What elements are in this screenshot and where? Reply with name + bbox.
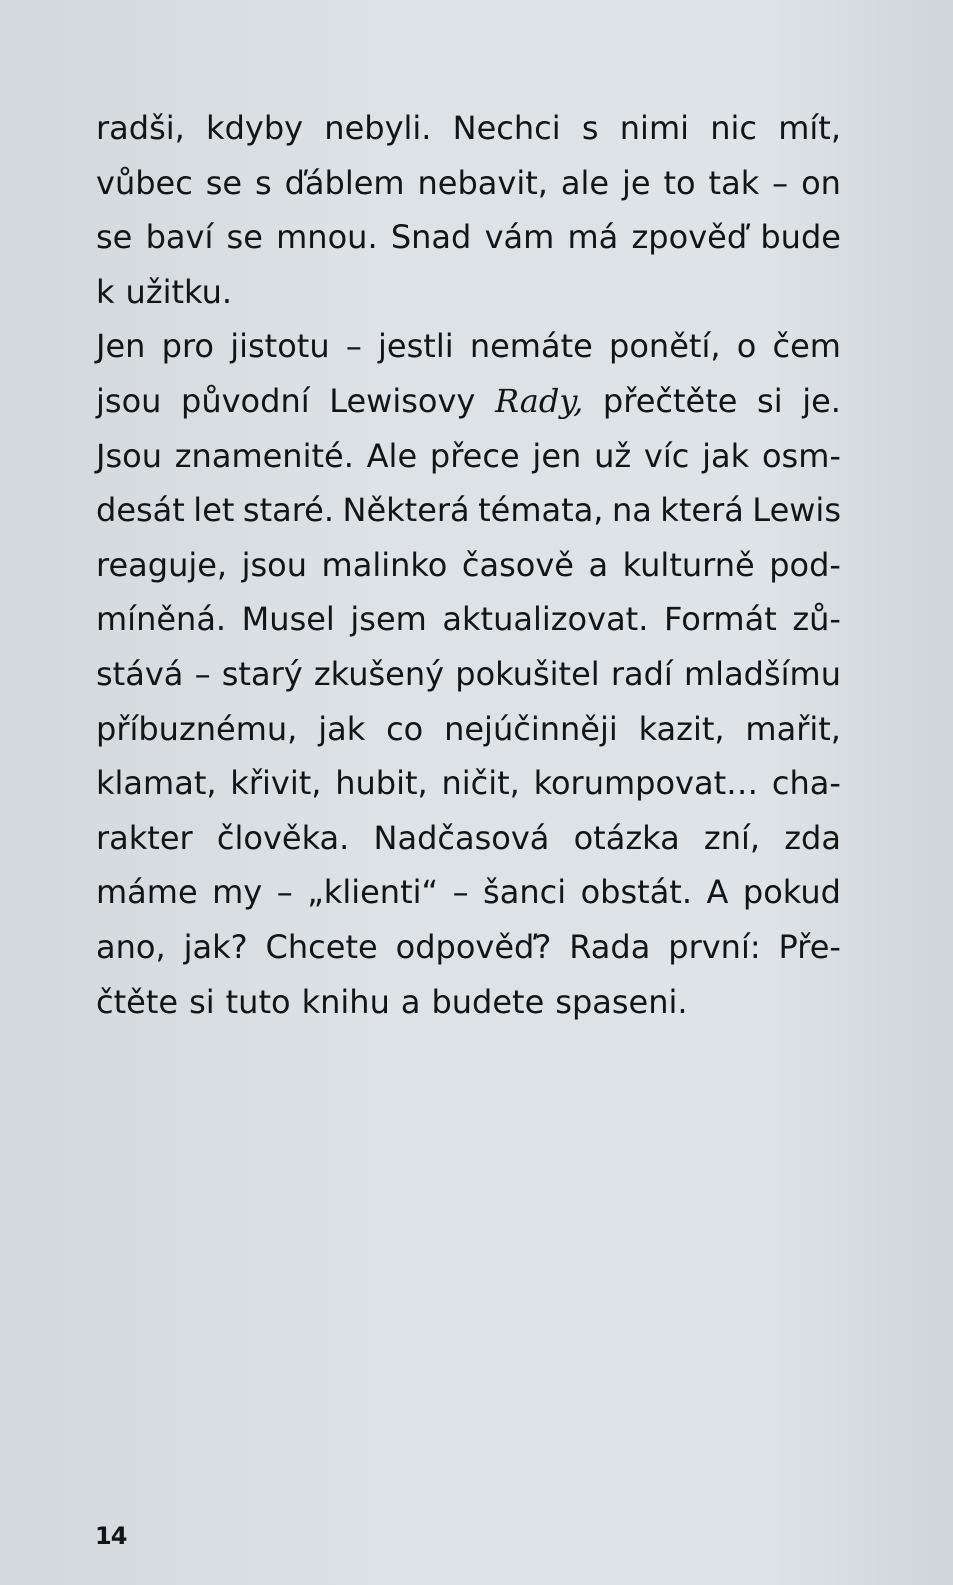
text-line xyxy=(96,647,841,702)
word: on xyxy=(801,163,841,202)
word: už xyxy=(594,436,632,475)
word: spaseni. xyxy=(555,982,688,1021)
word: osm- xyxy=(761,436,841,475)
word: Pře- xyxy=(778,927,841,966)
word: Některá xyxy=(342,491,470,530)
word: – xyxy=(276,873,293,912)
word: jsou xyxy=(241,545,308,584)
word: víc xyxy=(643,436,690,475)
word: se xyxy=(96,218,133,257)
word: mladšímu xyxy=(684,654,841,693)
word: nejúčinněji xyxy=(444,709,618,748)
word: příbuznému, xyxy=(96,709,298,748)
word: na xyxy=(611,491,652,530)
word: kazit, xyxy=(638,709,725,748)
word: původní xyxy=(181,381,310,420)
word: je. xyxy=(802,381,841,420)
text-line xyxy=(96,156,841,211)
word: Lewisovy xyxy=(329,381,476,420)
word: otázka xyxy=(573,818,680,857)
word: stává xyxy=(96,654,184,693)
word: témata, xyxy=(478,491,604,530)
word: zkušený xyxy=(313,654,445,693)
word: nic xyxy=(710,109,757,147)
word: Nechci xyxy=(452,109,561,147)
word: pod- xyxy=(769,545,841,584)
word: člověka. xyxy=(216,818,350,857)
word: Lewis xyxy=(752,491,841,530)
word: nimi xyxy=(619,109,689,147)
word: odpověď? xyxy=(395,927,552,966)
word: čem xyxy=(772,327,841,366)
word: zda xyxy=(784,818,841,857)
word: bude xyxy=(760,218,841,257)
word: mít, xyxy=(778,109,841,147)
word: šanci xyxy=(483,873,567,912)
word: knihu xyxy=(301,982,390,1021)
word: kulturně xyxy=(622,545,755,584)
word: zů- xyxy=(792,600,841,639)
text-line xyxy=(96,210,841,265)
word: přečtěte xyxy=(602,381,738,420)
word: se xyxy=(205,163,243,202)
word: pro xyxy=(161,327,214,366)
word: znamenité. xyxy=(174,436,354,475)
text-line xyxy=(96,265,841,320)
word: klamat, xyxy=(96,764,217,803)
word: let xyxy=(193,491,235,530)
word: mařit, xyxy=(745,709,841,748)
word: Formát xyxy=(663,600,777,639)
page-number: 14 xyxy=(95,1522,127,1550)
word: cha- xyxy=(771,764,841,803)
word: jistotu xyxy=(230,327,330,366)
word: si xyxy=(189,982,215,1021)
word: Musel xyxy=(241,600,335,639)
word: s xyxy=(581,109,599,147)
word: kdyby xyxy=(206,109,304,147)
word: malinko xyxy=(321,545,448,584)
word: co xyxy=(386,709,424,748)
word: křivit, xyxy=(230,764,322,803)
word: ničit, xyxy=(441,764,520,803)
word: nebavit, xyxy=(417,163,548,202)
word: a xyxy=(588,545,609,584)
word: – xyxy=(772,163,789,202)
word: která xyxy=(660,491,744,530)
word: reaguje, xyxy=(96,545,228,584)
text-line xyxy=(96,538,841,593)
word: Jsou xyxy=(96,436,162,475)
word: „klienti“ xyxy=(307,873,439,912)
word: nebyli. xyxy=(324,109,432,147)
word: vůbec xyxy=(96,163,193,202)
word: tuto xyxy=(225,982,291,1021)
text-line xyxy=(96,920,841,975)
word: vám xyxy=(484,218,555,257)
word: hubit, xyxy=(335,764,428,803)
word: my xyxy=(212,873,263,912)
word: jak? xyxy=(183,927,248,966)
word: pokušitel xyxy=(455,654,600,693)
word: má xyxy=(567,218,619,257)
word: Ale xyxy=(366,436,418,475)
word: se xyxy=(226,218,263,257)
word: mnou. xyxy=(276,218,378,257)
word: to xyxy=(663,163,696,202)
word: jestli xyxy=(378,327,454,366)
word: budete xyxy=(431,982,545,1021)
word: – xyxy=(452,873,469,912)
word: baví xyxy=(145,218,214,257)
word: s xyxy=(255,163,272,202)
word: ale xyxy=(560,163,610,202)
word: – xyxy=(345,327,362,366)
word: o xyxy=(736,327,757,366)
word: Rady, xyxy=(494,381,584,420)
word: časově xyxy=(461,545,574,584)
text-line xyxy=(96,702,841,757)
word: nemáte xyxy=(469,327,593,366)
word: radši, xyxy=(96,109,185,147)
word: míněná. xyxy=(96,600,227,639)
text-line xyxy=(96,811,841,866)
body-text xyxy=(96,101,841,1029)
word: A xyxy=(706,873,729,912)
word: zní, xyxy=(703,818,761,857)
word: starý xyxy=(221,654,303,693)
word: máme xyxy=(96,873,198,912)
word: tak xyxy=(708,163,760,202)
word: Nadčasová xyxy=(373,818,550,857)
word: jak xyxy=(702,436,750,475)
word: zpověď xyxy=(631,218,748,257)
word: Chcete xyxy=(265,927,378,966)
text-line xyxy=(96,374,841,429)
word: a xyxy=(400,982,421,1021)
text-line xyxy=(96,483,841,538)
text-line xyxy=(96,101,841,156)
word: jsem xyxy=(350,600,427,639)
word: přece xyxy=(429,436,520,475)
word: desát xyxy=(96,491,185,530)
text-line xyxy=(96,975,841,1030)
word: jak xyxy=(318,709,366,748)
word: pokud xyxy=(742,873,841,912)
word: ďáblem xyxy=(284,163,405,202)
word: k xyxy=(96,272,115,311)
word: rakter xyxy=(96,818,193,857)
word: Jen xyxy=(96,327,146,366)
text-line xyxy=(96,756,841,811)
word: ano, xyxy=(96,927,166,966)
word: jen xyxy=(532,436,582,475)
text-line xyxy=(96,429,841,484)
text-line xyxy=(96,319,841,374)
text-line xyxy=(96,865,841,920)
word: – xyxy=(194,654,211,693)
word: Snad xyxy=(390,218,472,257)
text-line xyxy=(96,592,841,647)
word: Rada xyxy=(569,927,651,966)
word: jsou xyxy=(96,381,162,420)
word: korumpovat… xyxy=(533,764,759,803)
word: je xyxy=(621,163,651,202)
word: si xyxy=(757,381,783,420)
word: radí xyxy=(610,654,673,693)
word: aktualizovat. xyxy=(442,600,649,639)
word: první: xyxy=(668,927,761,966)
word: staré. xyxy=(242,491,335,530)
word: obstát. xyxy=(580,873,693,912)
word: ponětí, xyxy=(609,327,721,366)
word: užitku. xyxy=(125,272,233,311)
word: čtěte xyxy=(96,982,179,1021)
